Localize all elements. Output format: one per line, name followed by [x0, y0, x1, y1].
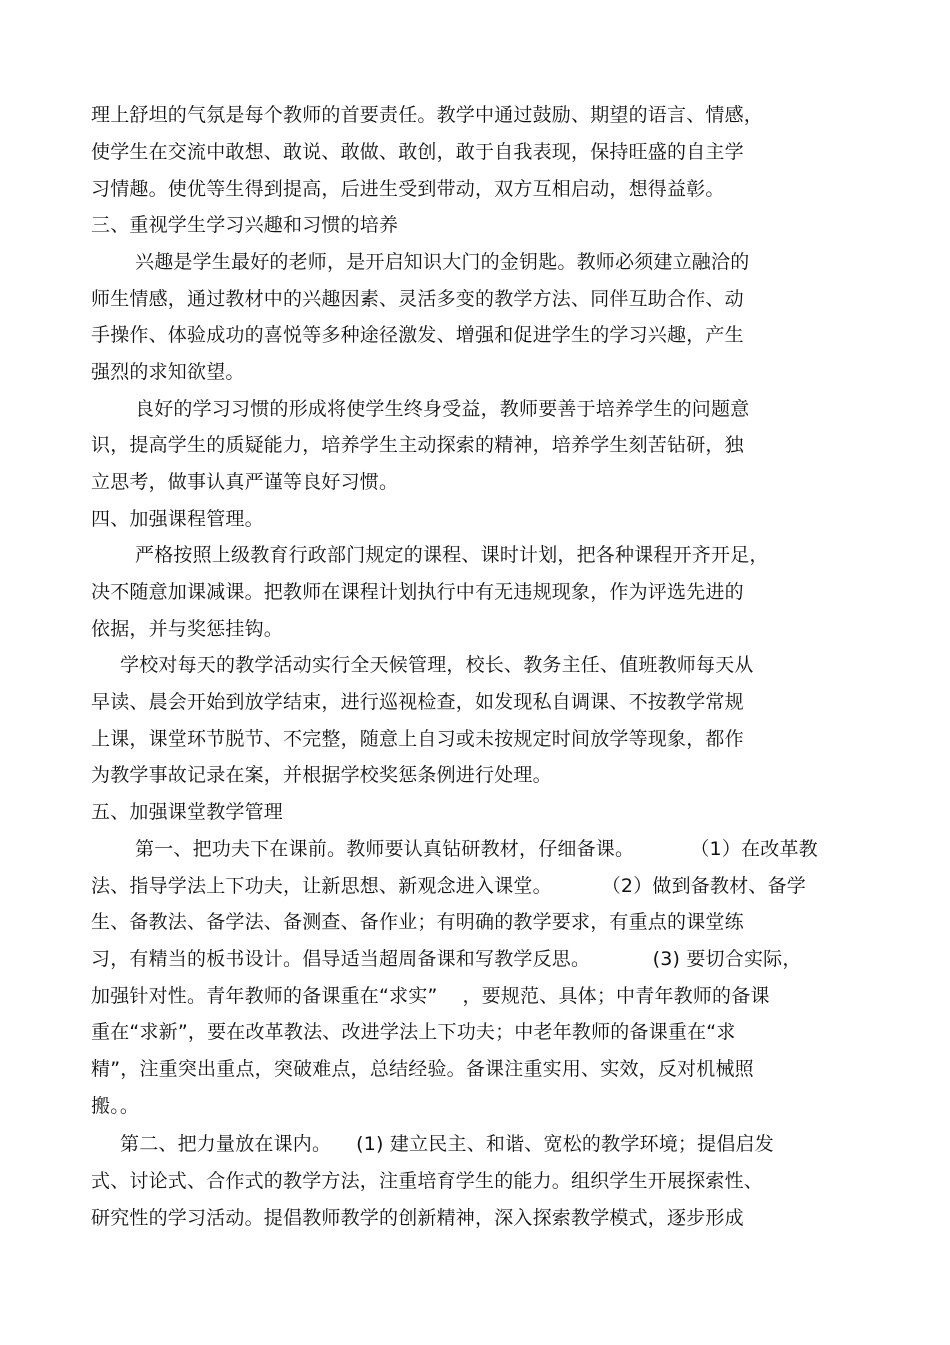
body-text-line: 上课，课堂环节脱节、不完整，随意上自习或未按规定时间放学等现象，都作: [91, 728, 744, 750]
body-text-line: 习情趣。使优等生得到提高，后进生受到带动，双方互相启动，想得益彰。: [91, 178, 725, 200]
body-text-line: 重在“求新”，要在改革教法、改进学法上下功夫；中老年教师的备课重在“求: [91, 1021, 736, 1043]
body-text-line: 早读、晨会开始到放学结束，进行巡视检查，如发现私自调课、不按教学常规: [91, 691, 744, 713]
body-text-line: 严格按照上级教育行政部门规定的课程、课时计划，把各种课程开齐开足，: [135, 544, 769, 566]
body-text-line: 加强针对性。青年教师的备课重在“求实” ，要规范、具体；中青年教师的备课: [91, 985, 770, 1007]
body-text-line: 手操作、体验成功的喜悦等多种途径激发、增强和促进学生的学习兴趣，产生: [91, 324, 744, 346]
body-text-line: 第二、把力量放在课内。 (1) 建立民主、和谐、宽松的教学环境；提倡启发: [120, 1133, 774, 1155]
body-text-line: 第一、把功夫下在课前。教师要认真钻研教材，仔细备课。 （1）在改革教: [135, 838, 818, 860]
body-text-line: 使学生在交流中敢想、敢说、敢做、敢创，敢于自我表现，保持旺盛的自主学: [91, 141, 744, 163]
body-text-line: 习，有精当的板书设计。倡导适当超周备课和写教学反思。 (3) 要切合实际，: [91, 948, 802, 970]
body-text-line: 识，提高学生的质疑能力，培养学生主动探索的精神，培养学生刻苦钻研，独: [91, 434, 744, 456]
body-text-line: 法、指导学法上下功夫，让新思想、新观念进入课堂。 （2）做到备教材、备学: [91, 875, 807, 897]
body-text-line: 精”，注重突出重点，突破难点，总结经验。备课注重实用、实效，反对机械照: [91, 1058, 754, 1080]
body-text-line: 师生情感，通过教材中的兴趣因素、灵活多变的教学方法、同伴互助合作、动: [91, 288, 744, 310]
body-text-line: 强烈的求知欲望。: [91, 361, 245, 383]
body-text-line: 兴趣是学生最好的老师，是开启知识大门的金钥匙。教师必须建立融洽的: [135, 251, 750, 273]
body-text-line: 式、讨论式、合作式的教学方法，注重培育学生的能力。组织学生开展探索性、: [91, 1170, 764, 1192]
body-text-line: 为教学事故记录在案，并根据学校奖惩条例进行处理。: [91, 764, 552, 786]
section-heading: 五、加强课堂教学管理: [91, 801, 284, 823]
section-heading: 四、加强课程管理。: [91, 508, 264, 530]
section-heading: 三、重视学生学习兴趣和习惯的培养: [91, 214, 399, 236]
body-text-line: 良好的学习习惯的形成将使学生终身受益，教师要善于培养学生的问题意: [135, 398, 750, 420]
body-text-line: 搬。。: [91, 1095, 140, 1117]
body-text-line: 学校对每天的教学活动实行全天候管理，校长、教务主任、值班教师每天从: [120, 654, 754, 676]
body-text-line: 生、备教法、备学法、备测查、备作业；有明确的教学要求，有重点的课堂练: [91, 911, 744, 933]
body-text-line: 依据，并与奖惩挂钩。: [91, 618, 284, 640]
body-text-line: 研究性的学习活动。提倡教师教学的创新精神，深入探索教学模式，逐步形成: [91, 1207, 744, 1229]
body-text-line: 立思考，做事认真严谨等良好习惯。: [91, 471, 399, 493]
body-text-line: 理上舒坦的气氛是每个教师的首要责任。教学中通过鼓励、期望的语言、情感，: [91, 104, 764, 126]
body-text-line: 决不随意加课减课。把教师在课程计划执行中有无违规现象，作为评选先进的: [91, 581, 744, 603]
